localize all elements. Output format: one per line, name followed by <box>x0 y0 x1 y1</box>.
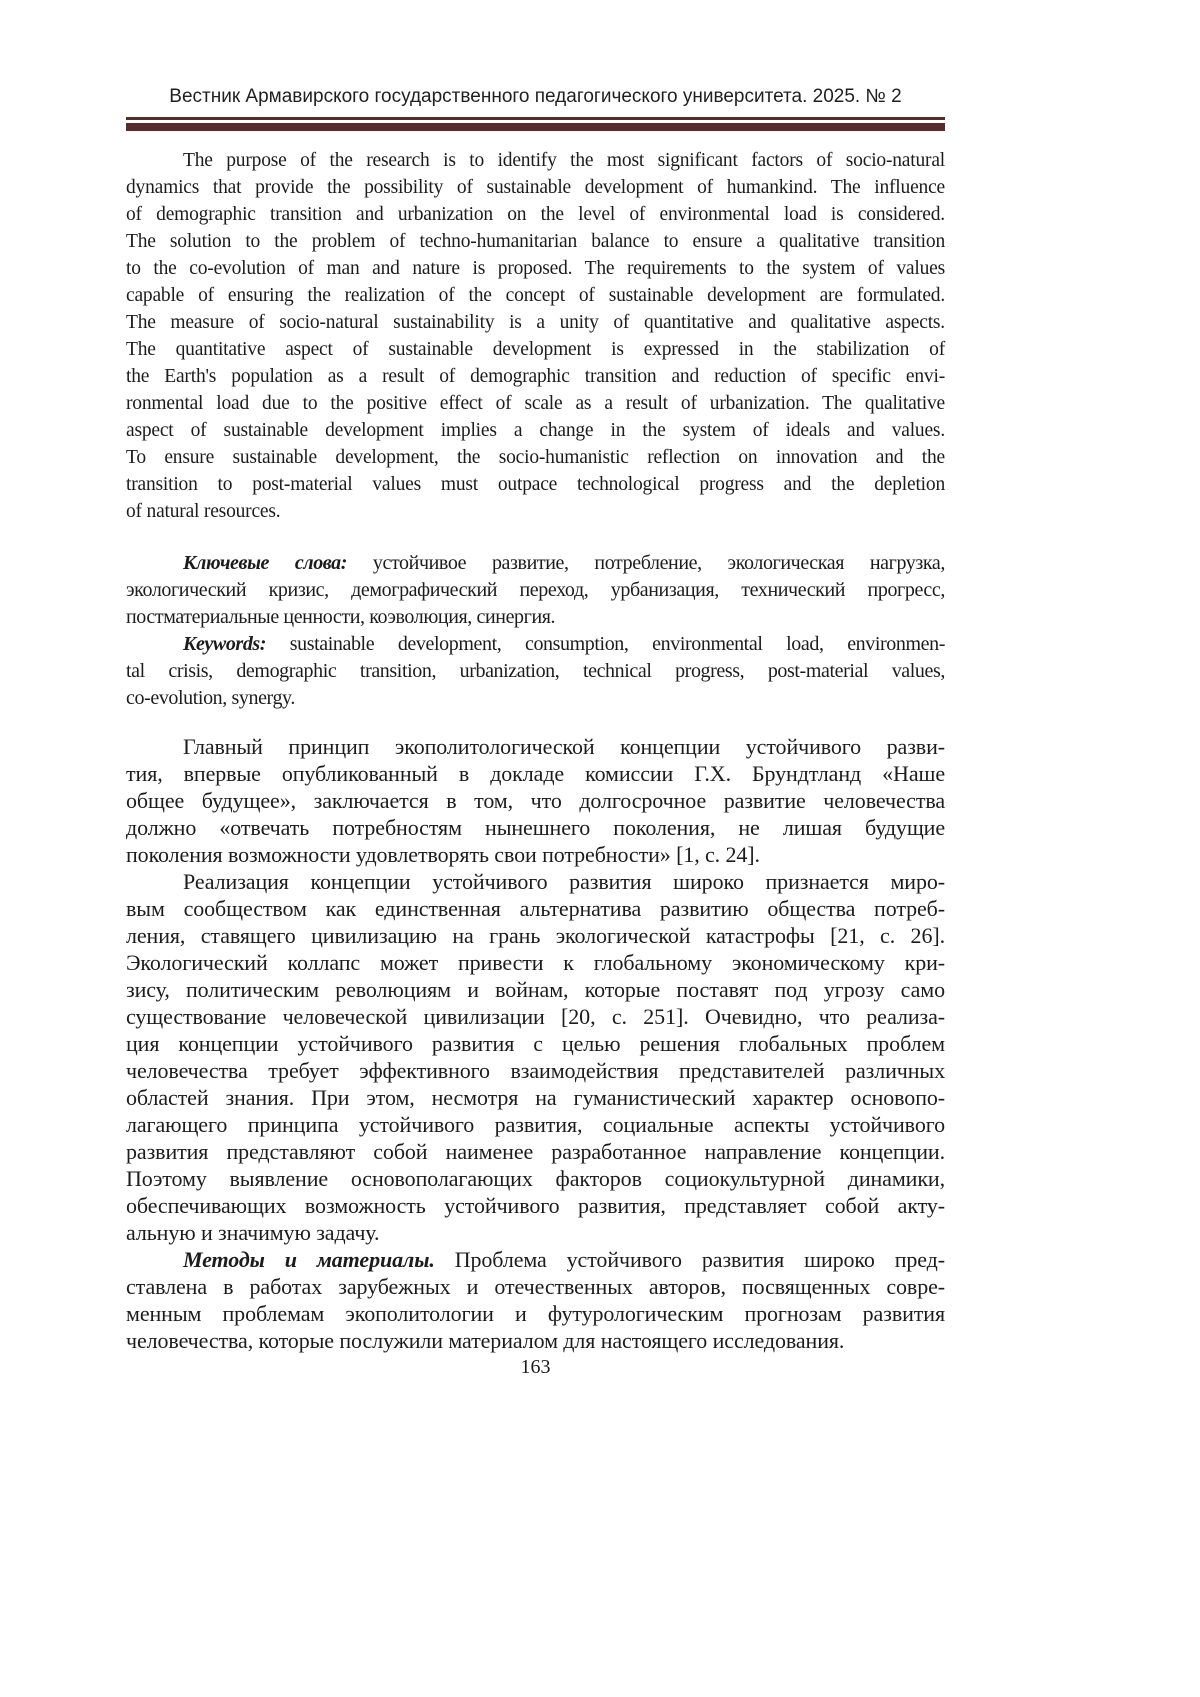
keywords-en-label: Keywords: <box>183 633 267 655</box>
keywords-en-rest-lines <box>126 658 945 712</box>
text-line: to the co-evolution of man and nature is proposed. The requirements to the system of values <box>126 258 945 279</box>
text-line: co-evolution, synergy. <box>126 687 295 709</box>
text-line: тия, впервые опубликованный в докладе комиссии Г.Х. Брундтланд «Наше <box>126 761 945 786</box>
methods-rest-lines <box>126 1273 945 1354</box>
body-paragraph-principle <box>126 733 945 868</box>
keywords-ru-first-line <box>126 550 945 577</box>
abstract-en-paragraph <box>126 147 945 525</box>
text-line: of demographic transition and urbanization on the level of environmental load is considered. <box>126 204 945 225</box>
text-line: aspect of sustainable development implies a change in the system of ideals and values. <box>126 420 945 441</box>
text-line: существование человеческой цивилизации [20, с. 251]. Очевидно, что реализа- <box>126 1004 945 1029</box>
text-line: The measure of socio-natural sustainability is a unity of quantitative and qualitative aspects. <box>126 312 945 333</box>
keywords-ru-first-line-text: устойчивое развитие, потребление, экологическая нагрузка, <box>372 552 945 574</box>
text-line: Экологический коллапс может привести к глобальному экономическому кри- <box>126 950 945 975</box>
text-line: поколения возможности удовлетворять свои потребности» [1, с. 24]. <box>126 842 760 867</box>
text-line: альную и значимую задачу. <box>126 1220 380 1245</box>
methods-first-line <box>126 1246 945 1273</box>
text-line: capable of ensuring the realization of the concept of sustainable development are formulated. <box>126 285 945 306</box>
header-rule-thick <box>126 123 945 131</box>
text-line: постматериальные ценности, коэволюция, синергия. <box>126 606 556 628</box>
text-line: менным проблемам экополитологии и футурологическим прогнозам развития <box>126 1301 945 1326</box>
text-line: ция концепции устойчивого развития с целью решения глобальных проблем <box>126 1031 945 1056</box>
text-line: ronmental load due to the positive effect of scale as a result of urbanization. The qualitative <box>126 393 945 414</box>
text-line: ления, ставящего цивилизацию на грань экологической катастрофы [21, с. 26]. <box>126 923 945 948</box>
text-line: Главный принцип экополитологической концепции устойчивого разви- <box>183 734 945 759</box>
text-line: должно «отвечать потребностям нынешнего поколения, не лишая будущие <box>126 815 945 840</box>
journal-header-title: Вестник Армавирского государственного педагогического университета. 2025. № 2 <box>169 86 902 107</box>
keywords-en-first-line <box>126 631 945 658</box>
text-line: the Earth's population as a result of demographic transition and reduction of specific envi- <box>126 366 945 387</box>
body-paragraph-realization <box>126 868 945 1246</box>
header-rule-thin <box>126 117 945 120</box>
text-line: вым сообществом как единственная альтернатива развитию общества потреб- <box>126 896 945 921</box>
page-number: 163 <box>520 1356 551 1378</box>
text-line: Реализация концепции устойчивого развития широко признается миро- <box>183 869 945 894</box>
text-line: The solution to the problem of techno-humanitarian balance to ensure a qualitative transition <box>126 231 945 252</box>
text-line: To ensure sustainable development, the socio-humanistic reflection on innovation and the <box>126 447 945 468</box>
keywords-en-paragraph <box>126 631 945 712</box>
methods-lead-label: Методы и материалы. <box>183 1247 435 1272</box>
methods-first-line-text: Проблема устойчивого развития широко пред- <box>454 1247 945 1272</box>
body-paragraph-methods <box>126 1246 945 1354</box>
text-line: человечества требует эффективного взаимодействия представителей различных <box>126 1058 945 1083</box>
text-line: tal crisis, demographic transition, urbanization, technical progress, post-material values, <box>126 660 945 682</box>
text-line: ставлена в работах зарубежных и отечественных авторов, посвященных совре- <box>126 1274 945 1299</box>
text-line: The quantitative aspect of sustainable development is expressed in the stabilization of <box>126 339 945 360</box>
text-line: общее будущее», заключается в том, что долгосрочное развитие человечества <box>126 788 945 813</box>
keywords-ru-rest-lines <box>126 577 945 631</box>
text-line: transition to post-material values must outpace technological progress and the depletion <box>126 474 945 495</box>
text-line: экологический кризис, демографический переход, урбанизация, технический прогресс, <box>126 579 945 601</box>
text-line: областей знания. При этом, несмотря на гуманистический характер основопо- <box>126 1085 945 1110</box>
keywords-en-first-line-text: sustainable development, consumption, environmental load, environmen- <box>289 633 945 655</box>
text-line: зису, политическим революциям и войнам, которые поставят под угрозу само <box>126 977 945 1002</box>
text-line: развития представляют собой наименее разработанное направление концепции. <box>126 1139 945 1164</box>
text-line: обеспечивающих возможность устойчивого развития, представляет собой акту- <box>126 1193 945 1218</box>
running-head <box>126 85 945 131</box>
text-line: Поэтому выявление основополагающих факторов социокультурной динамики, <box>126 1166 945 1191</box>
text-line: The purpose of the research is to identify the most significant factors of socio-natural <box>183 150 945 171</box>
text-line: of natural resources. <box>126 501 281 522</box>
text-line: dynamics that provide the possibility of sustainable development of humankind. The influence <box>126 177 945 198</box>
keywords-ru-paragraph <box>126 550 945 631</box>
text-line: человечества, которые послужили материалом для настоящего исследования. <box>126 1328 845 1353</box>
keywords-ru-label: Ключевые слова: <box>183 552 348 574</box>
page-column <box>126 0 945 1354</box>
text-line: лагающего принципа устойчивого развития, социальные аспекты устойчивого <box>126 1112 945 1137</box>
